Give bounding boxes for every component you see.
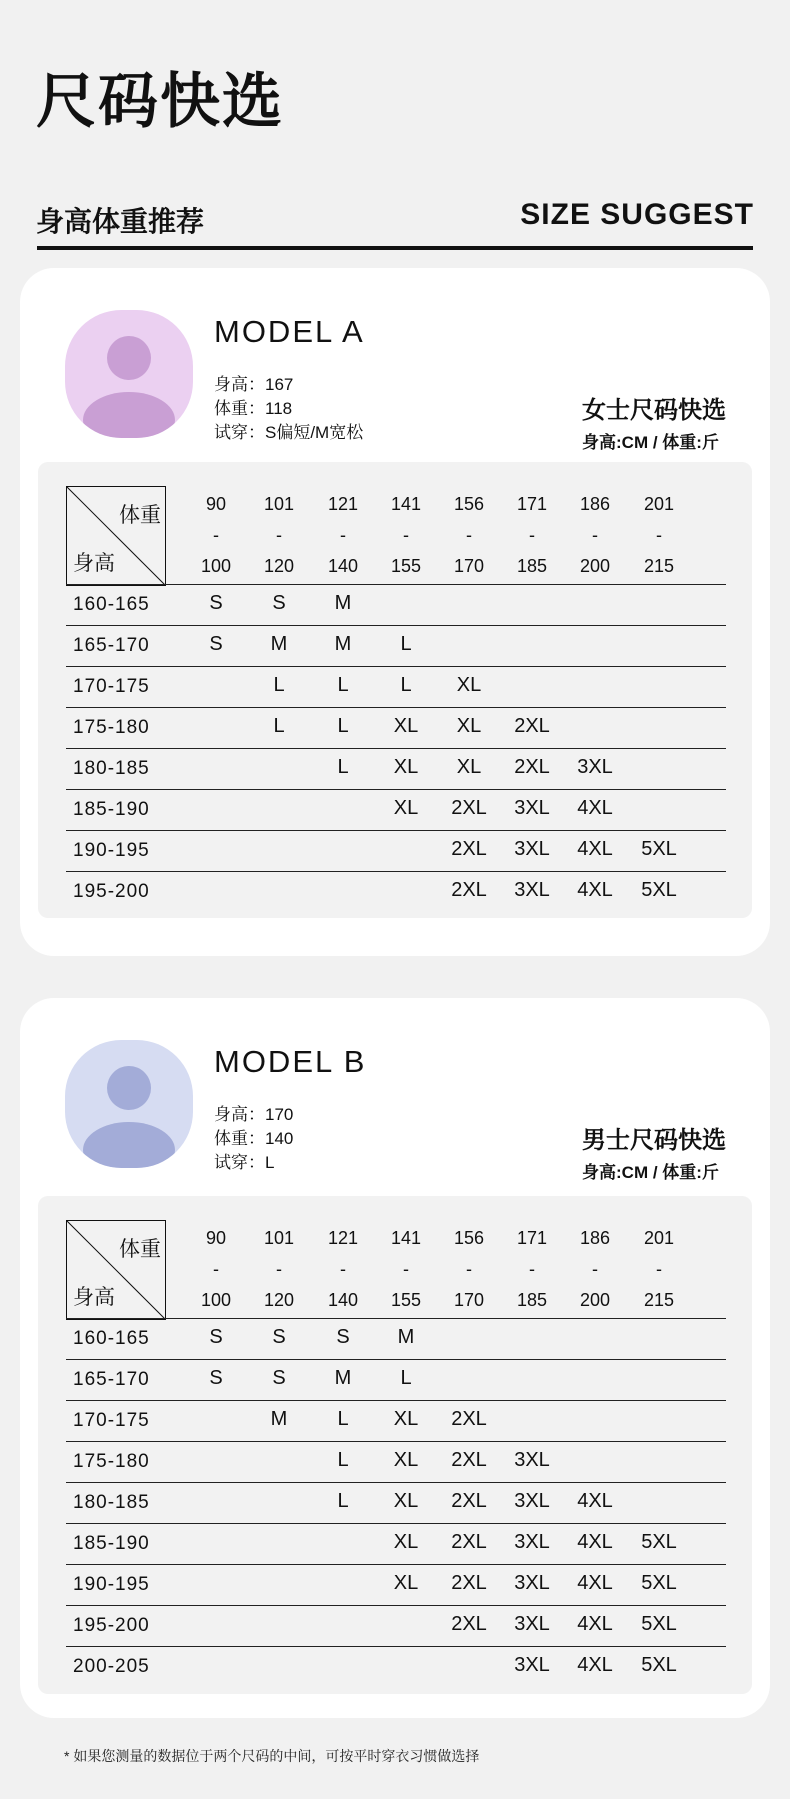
weight-range-part: 121 [327, 1228, 359, 1248]
weight-range-part: - [656, 1259, 662, 1279]
weight-range-part: 201 [643, 494, 675, 514]
size-table [38, 462, 752, 918]
user-avatar-icon [65, 1040, 193, 1168]
chart-label-units: 身高:CM / 体重:斤 [582, 433, 719, 452]
weight-range-part: - [213, 525, 219, 545]
corner-weight-label: 体重 [119, 1238, 161, 1261]
height-range-label: 160-165 [73, 1328, 150, 1349]
height-range-label: 175-180 [73, 717, 150, 738]
size-cell: 3XL [577, 756, 613, 778]
weight-range-part: 101 [263, 494, 295, 514]
weight-range-part: 120 [263, 556, 295, 576]
weight-range-part: 100 [200, 556, 232, 576]
model-b-card [20, 998, 770, 1718]
weight-range-part: - [340, 1259, 346, 1279]
row-divider [66, 830, 726, 831]
weight-range-header [500, 1228, 564, 1321]
size-cell: XL [393, 1531, 419, 1553]
row-divider [66, 748, 726, 749]
weight-range-header [437, 1228, 501, 1321]
model-name: MODEL A [214, 314, 365, 349]
weight-range-part: - [656, 525, 662, 545]
chart-label-units: 身高:CM / 体重:斤 [582, 1163, 719, 1182]
model-fitting: 试穿：S偏短/M宽松 [214, 423, 364, 442]
size-cell: L [337, 674, 349, 696]
chart-label-title: 男士尺码快选 [582, 1127, 726, 1154]
header-divider [37, 246, 753, 250]
weight-range-part: - [276, 525, 282, 545]
size-cell: M [334, 1367, 352, 1389]
size-cell: 3XL [514, 1449, 550, 1471]
weight-range-part: 201 [643, 1228, 675, 1248]
weight-range-part: 171 [516, 1228, 548, 1248]
size-cell: 2XL [451, 1408, 487, 1430]
size-cell: 2XL [514, 756, 550, 778]
size-cell: M [397, 1326, 415, 1348]
weight-range-part: 200 [579, 1290, 611, 1310]
row-divider [66, 666, 726, 667]
size-cell: S [209, 1326, 223, 1348]
row-divider [66, 1400, 726, 1401]
height-range-label: 185-190 [73, 1533, 150, 1554]
height-range-label: 170-175 [73, 676, 150, 697]
size-cell: 2XL [451, 1531, 487, 1553]
weight-range-part: 120 [263, 1290, 295, 1310]
size-cell: S [209, 592, 223, 614]
row-divider [66, 584, 726, 585]
height-range-label: 180-185 [73, 1492, 150, 1513]
height-range-label: 185-190 [73, 799, 150, 820]
weight-range-part: 170 [453, 556, 485, 576]
weight-range-part: 140 [327, 556, 359, 576]
user-avatar-icon [65, 310, 193, 438]
weight-range-part: 155 [390, 1290, 422, 1310]
height-range-label: 200-205 [73, 1656, 150, 1677]
page-title: 尺码快选 [36, 68, 284, 135]
size-cell: M [270, 633, 288, 655]
size-cell: 2XL [451, 879, 487, 901]
weight-range-part: 170 [453, 1290, 485, 1310]
size-cell: S [336, 1326, 350, 1348]
size-cell: 3XL [514, 1572, 550, 1594]
weight-range-part: 156 [453, 494, 485, 514]
weight-range-part: - [466, 525, 472, 545]
size-cell: L [273, 674, 285, 696]
size-cell: L [337, 1449, 349, 1471]
weight-range-part: 140 [327, 1290, 359, 1310]
height-range-label: 165-170 [73, 1369, 150, 1390]
row-divider [66, 1359, 726, 1360]
weight-range-part: - [529, 525, 535, 545]
model-name: MODEL B [214, 1044, 367, 1079]
size-cell: 3XL [514, 879, 550, 901]
size-cell: 3XL [514, 838, 550, 860]
weight-range-part: - [466, 1259, 472, 1279]
size-cell: XL [456, 756, 482, 778]
size-cell: XL [393, 1449, 419, 1471]
size-cell: XL [393, 756, 419, 778]
weight-range-part: 215 [643, 556, 675, 576]
weight-range-header [500, 494, 564, 587]
weight-range-part: - [276, 1259, 282, 1279]
size-cell: 3XL [514, 797, 550, 819]
corner-height-label: 身高 [73, 1286, 115, 1309]
row-divider [66, 707, 726, 708]
section-subtitle: 身高体重推荐 [36, 206, 205, 237]
weight-range-header [627, 1228, 691, 1321]
weight-range-part: - [403, 525, 409, 545]
table-corner-header [66, 486, 166, 586]
weight-range-header [627, 494, 691, 587]
row-divider [66, 1605, 726, 1606]
size-cell: 3XL [514, 1654, 550, 1676]
height-range-label: 165-170 [73, 635, 150, 656]
weight-range-part: 171 [516, 494, 548, 514]
size-cell: L [400, 1367, 412, 1389]
section-subtitle-english: SIZE SUGGEST [520, 198, 754, 231]
size-cell: M [334, 592, 352, 614]
size-cell: 2XL [451, 838, 487, 860]
size-cell: 2XL [451, 797, 487, 819]
row-divider [66, 1441, 726, 1442]
weight-range-header [311, 494, 375, 587]
size-cell: 4XL [577, 1490, 613, 1512]
weight-range-part: - [403, 1259, 409, 1279]
weight-range-part: 155 [390, 556, 422, 576]
size-cell: 5XL [641, 1613, 677, 1635]
model-height: 身高：170 [214, 1105, 294, 1124]
size-cell: S [272, 1326, 286, 1348]
size-cell: 5XL [641, 838, 677, 860]
row-divider [66, 871, 726, 872]
weight-range-part: 186 [579, 1228, 611, 1248]
height-range-label: 190-195 [73, 840, 150, 861]
weight-range-part: 100 [200, 1290, 232, 1310]
weight-range-header [184, 494, 248, 587]
row-divider [66, 1482, 726, 1483]
height-range-label: 195-200 [73, 881, 150, 902]
size-table [38, 1196, 752, 1694]
model-weight: 体重：118 [214, 399, 293, 418]
model-fitting: 试穿：L [214, 1153, 275, 1172]
height-range-label: 170-175 [73, 1410, 150, 1431]
size-cell: XL [456, 715, 482, 737]
weight-range-part: - [529, 1259, 535, 1279]
size-cell: 4XL [577, 797, 613, 819]
row-divider [66, 1564, 726, 1565]
height-range-label: 175-180 [73, 1451, 150, 1472]
weight-range-part: 215 [643, 1290, 675, 1310]
size-cell: XL [393, 1572, 419, 1594]
size-cell: 3XL [514, 1490, 550, 1512]
weight-range-part: 90 [205, 494, 227, 514]
height-range-label: 160-165 [73, 594, 150, 615]
weight-range-header [247, 494, 311, 587]
size-cell: 2XL [514, 715, 550, 737]
size-cell: 4XL [577, 838, 613, 860]
weight-range-header [247, 1228, 311, 1321]
size-cell: L [337, 1490, 349, 1512]
size-cell: 3XL [514, 1613, 550, 1635]
weight-range-part: 156 [453, 1228, 485, 1248]
size-cell: 2XL [451, 1490, 487, 1512]
size-cell: 5XL [641, 1531, 677, 1553]
size-cell: S [272, 592, 286, 614]
size-cell: 2XL [451, 1572, 487, 1594]
size-cell: XL [393, 1490, 419, 1512]
size-cell: L [337, 756, 349, 778]
height-range-label: 195-200 [73, 1615, 150, 1636]
size-cell: L [337, 715, 349, 737]
size-cell: 5XL [641, 1572, 677, 1594]
weight-range-part: 200 [579, 556, 611, 576]
size-cell: L [337, 1408, 349, 1430]
size-cell: XL [393, 1408, 419, 1430]
weight-range-part: 185 [516, 556, 548, 576]
table-corner-header [66, 1220, 166, 1320]
corner-height-label: 身高 [73, 552, 115, 575]
weight-range-part: - [340, 525, 346, 545]
footnote: * 如果您测量的数据位于两个尺码的中间，可按平时穿衣习惯做选择 [64, 1748, 480, 1764]
weight-range-header [374, 494, 438, 587]
weight-range-part: - [592, 1259, 598, 1279]
height-range-label: 190-195 [73, 1574, 150, 1595]
weight-range-part: 121 [327, 494, 359, 514]
size-cell: 4XL [577, 1572, 613, 1594]
weight-range-header [311, 1228, 375, 1321]
weight-range-part: - [592, 525, 598, 545]
size-cell: S [209, 633, 223, 655]
weight-range-part: 185 [516, 1290, 548, 1310]
weight-range-header [563, 494, 627, 587]
row-divider [66, 1318, 726, 1319]
weight-range-part: 101 [263, 1228, 295, 1248]
size-cell: 5XL [641, 879, 677, 901]
model-a-card [20, 268, 770, 956]
model-stats [214, 1103, 293, 1175]
row-divider [66, 789, 726, 790]
size-cell: L [400, 633, 412, 655]
weight-range-part: 141 [390, 1228, 422, 1248]
row-divider [66, 1523, 726, 1524]
size-cell: 2XL [451, 1613, 487, 1635]
model-weight: 体重：140 [214, 1129, 294, 1148]
weight-range-part: 90 [205, 1228, 227, 1248]
weight-range-header [184, 1228, 248, 1321]
size-cell: M [270, 1408, 288, 1430]
height-range-label: 180-185 [73, 758, 150, 779]
size-cell: 4XL [577, 1531, 613, 1553]
size-cell: 4XL [577, 1654, 613, 1676]
chart-label [582, 390, 726, 453]
weight-range-header [563, 1228, 627, 1321]
size-cell: L [273, 715, 285, 737]
size-cell: XL [393, 715, 419, 737]
size-cell: XL [456, 674, 482, 696]
corner-weight-label: 体重 [119, 504, 161, 527]
model-height: 身高：167 [214, 375, 294, 394]
size-cell: L [400, 674, 412, 696]
size-cell: M [334, 633, 352, 655]
chart-label-title: 女士尺码快选 [582, 397, 726, 424]
size-cell: S [209, 1367, 223, 1389]
size-cell: XL [393, 797, 419, 819]
size-cell: S [272, 1367, 286, 1389]
weight-range-header [437, 494, 501, 587]
row-divider [66, 1646, 726, 1647]
weight-range-part: - [213, 1259, 219, 1279]
weight-range-header [374, 1228, 438, 1321]
weight-range-part: 186 [579, 494, 611, 514]
size-cell: 4XL [577, 879, 613, 901]
model-stats [214, 373, 363, 445]
weight-range-part: 141 [390, 494, 422, 514]
size-cell: 2XL [451, 1449, 487, 1471]
size-cell: 3XL [514, 1531, 550, 1553]
size-cell: 5XL [641, 1654, 677, 1676]
chart-label [582, 1120, 726, 1183]
row-divider [66, 625, 726, 626]
size-cell: 4XL [577, 1613, 613, 1635]
